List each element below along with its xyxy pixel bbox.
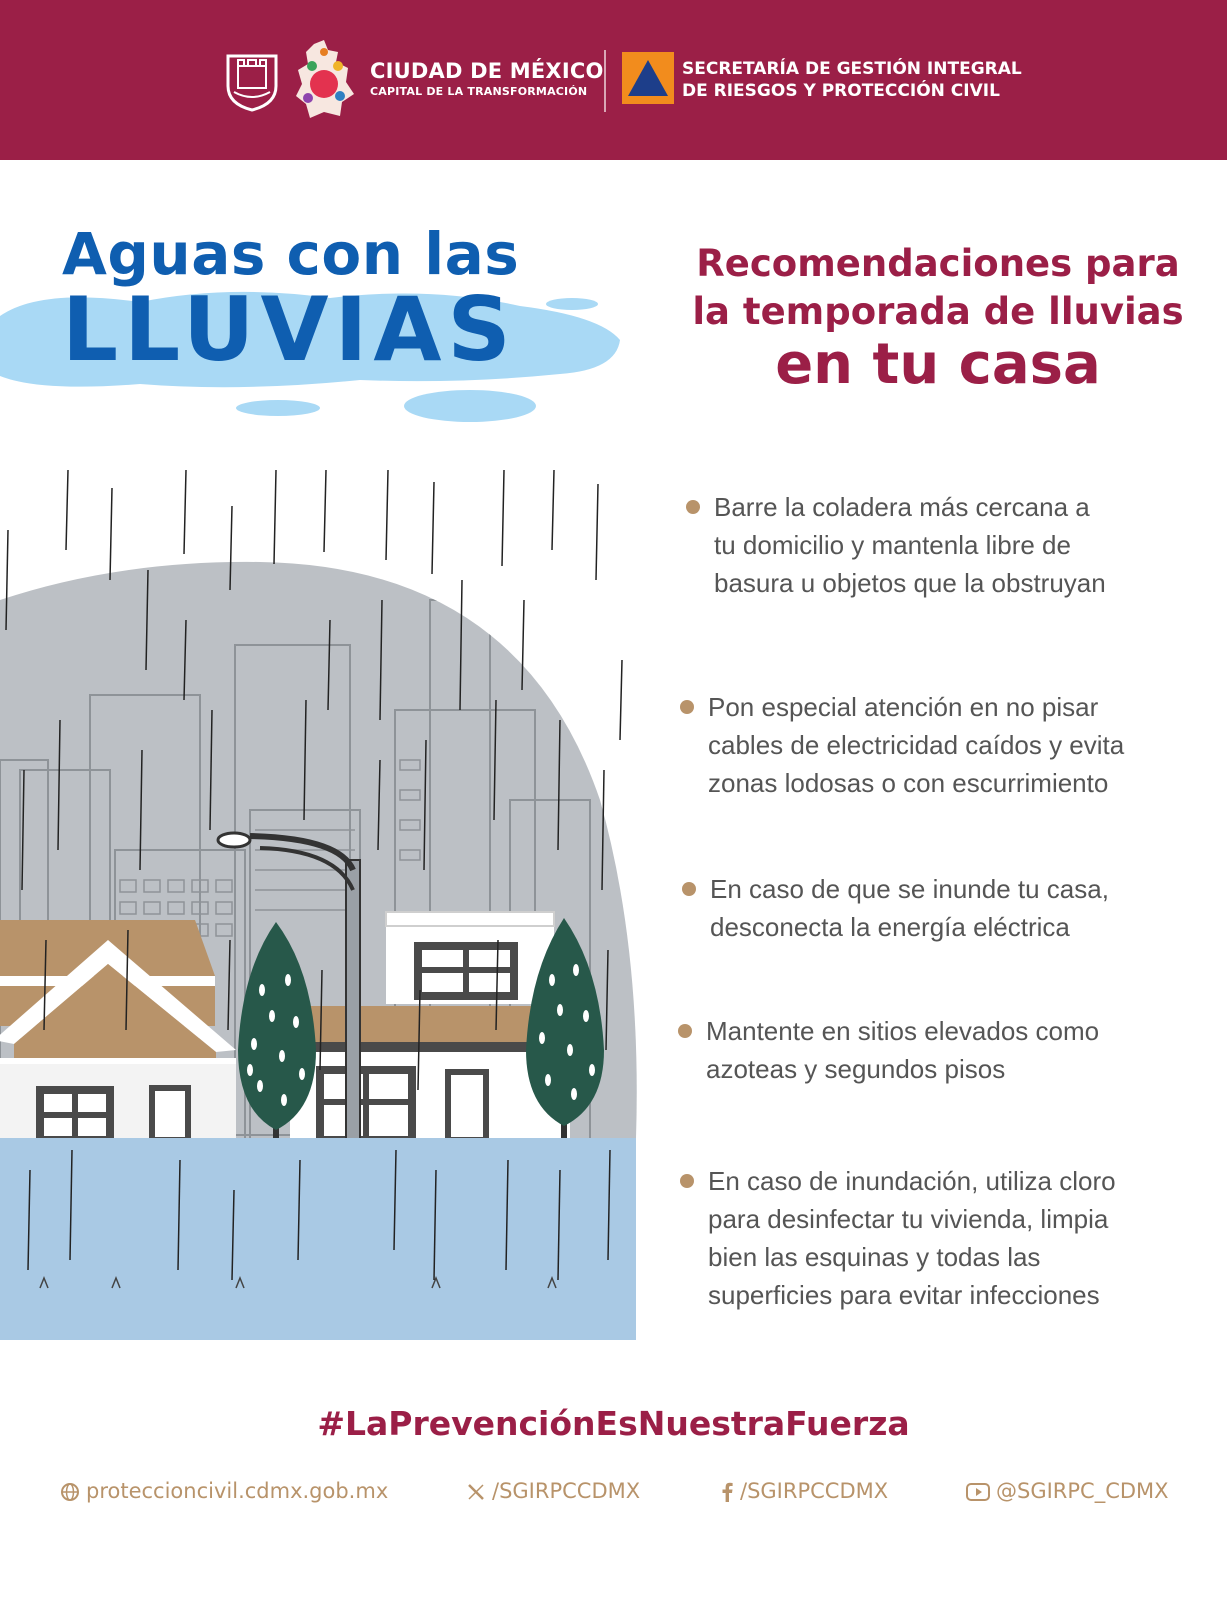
recommendation-text: En caso de que se inunde tu casa, desconecta la energía eléctrica <box>710 874 1109 942</box>
recommendations-heading-line2: la temporada de lluvias <box>692 290 1184 333</box>
left-house <box>0 920 236 1140</box>
secretaria-name <box>682 58 1022 102</box>
title-line1: Aguas con las <box>62 220 520 288</box>
youtube-link[interactable] <box>966 1476 1169 1506</box>
recommendation-text: Mantente en sitios elevados como azoteas y segundos pisos <box>706 1016 1100 1084</box>
campaign-hashtag: #LaPrevenciónEsNuestraFuerza <box>317 1404 910 1443</box>
website-link[interactable] <box>60 1476 388 1506</box>
city-tagline: CAPITAL DE LA TRANSFORMACIÓN <box>370 85 588 98</box>
header-bar <box>0 0 1227 160</box>
recommendation-text: En caso de inundación, utiliza cloro para desinfectar tu vivienda, limpia bien las esquinas y todas las superficies para evitar infecciones <box>708 1166 1116 1310</box>
youtube-icon <box>966 1483 990 1501</box>
x-logo-icon <box>466 1482 486 1502</box>
cdmx-heart-logo <box>294 38 356 120</box>
secretaria-line2: DE RIESGOS Y PROTECCIÓN CIVIL <box>682 81 1000 101</box>
facebook-icon <box>720 1482 734 1502</box>
facebook-link[interactable] <box>720 1476 888 1506</box>
recommendation-text: Barre la coladera más cercana a tu domicilio y mantenla libre de basura u objetos que la obstruyan <box>714 492 1106 598</box>
secretaria-line1: SECRETARÍA DE GESTIÓN INTEGRAL <box>682 59 1022 79</box>
recommendations-heading-line1: Recomendaciones para <box>696 242 1180 285</box>
facebook-handle: /SGIRPCCDMX <box>740 1479 889 1503</box>
website-text: proteccioncivil.cdmx.gob.mx <box>86 1479 389 1503</box>
recommendation-text: Pon especial atención en no pisar cables de electricidad caídos y evita zonas lodosas o con escurrimiento <box>708 692 1125 798</box>
bullet-dot <box>682 882 696 896</box>
youtube-handle: @SGIRPC_CDMX <box>996 1479 1169 1503</box>
recommendations-heading-line3: en tu casa <box>775 332 1101 397</box>
cdmx-shield-logo <box>224 52 280 112</box>
city-brand <box>370 58 604 100</box>
recommendations-heading <box>678 240 1198 397</box>
bullet-dot <box>686 500 700 514</box>
proteccion-civil-logo <box>622 52 674 104</box>
x-handle: /SGIRPCCDMX <box>492 1479 641 1503</box>
city-name: CIUDAD DE MÉXICO <box>370 59 604 83</box>
bullet-dot <box>680 700 694 714</box>
rainy-city-illustration <box>0 470 642 1370</box>
title-line2: LLUVIAS <box>62 278 517 381</box>
globe-icon <box>60 1482 80 1502</box>
header-divider <box>604 50 606 112</box>
x-link[interactable] <box>466 1476 640 1506</box>
flood-water <box>0 1138 636 1340</box>
bullet-dot <box>680 1174 694 1188</box>
bullet-dot <box>678 1024 692 1038</box>
